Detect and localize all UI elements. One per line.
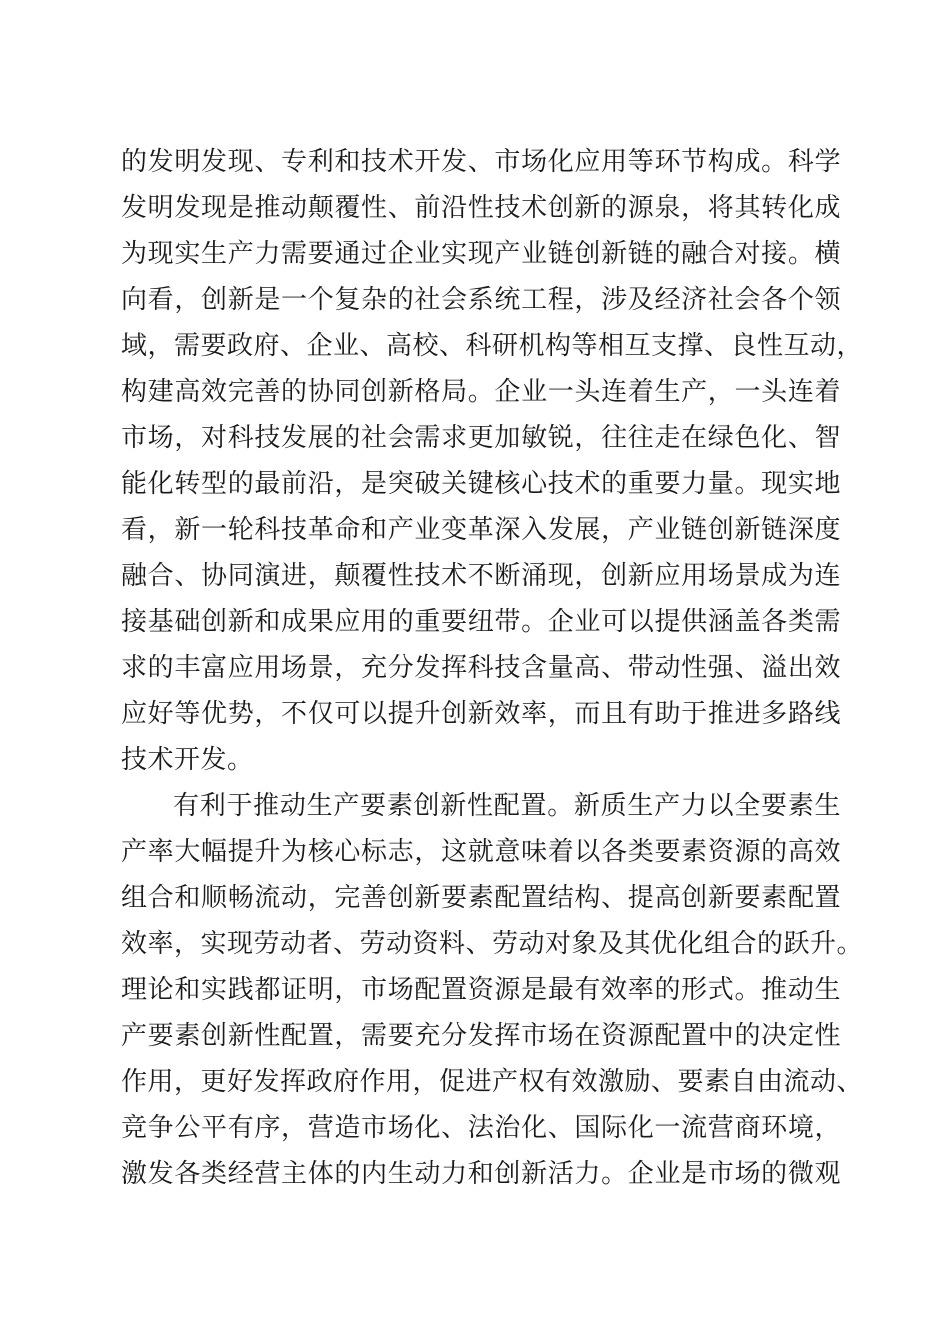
text-line: 应好等优势，不仅可以提升创新效率，而且有助于推进多路线 xyxy=(121,699,841,729)
text-line: 效率，实现劳动者、劳动资料、劳动对象及其优化组合的跃升。 xyxy=(121,929,864,959)
text-line: 产率大幅提升为核心标志，这就意味着以各类要素资源的高效 xyxy=(121,837,841,867)
text-line: 看，新一轮科技革命和产业变革深入发展，产业链创新链深度 xyxy=(121,515,841,545)
text-line: 技术开发。 xyxy=(121,745,254,775)
text-line: 构建高效完善的协同创新格局。企业一头连着生产，一头连着 xyxy=(121,377,841,407)
paragraph-2 xyxy=(121,783,864,1197)
text-line: 理论和实践都证明，市场配置资源是最有效率的形式。推动生 xyxy=(121,975,841,1005)
text-line: 能化转型的最前沿，是突破关键核心技术的重要力量。现实地 xyxy=(121,469,841,499)
text-line: 域，需要政府、企业、高校、科研机构等相互支撑、良性互动， xyxy=(121,331,864,361)
body-text xyxy=(121,139,864,1197)
text-line: 发明发现是推动颠覆性、前沿性技术创新的源泉，将其转化成 xyxy=(121,193,841,223)
text-line: 融合、协同演进，颠覆性技术不断涌现，创新应用场景成为连 xyxy=(121,561,841,591)
text-line: 市场，对科技发展的社会需求更加敏锐，往往走在绿色化、智 xyxy=(121,423,841,453)
text-line: 为现实生产力需要通过企业实现产业链创新链的融合对接。横 xyxy=(121,239,841,269)
text-line: 向看，创新是一个复杂的社会系统工程，涉及经济社会各个领 xyxy=(121,285,841,315)
text-line: 激发各类经营主体的内生动力和创新活力。企业是市场的微观 xyxy=(121,1159,841,1189)
text-line: 求的丰富应用场景，充分发挥科技含量高、带动性强、溢出效 xyxy=(121,653,841,683)
text-line: 产要素创新性配置，需要充分发挥市场在资源配置中的决定性 xyxy=(121,1021,841,1051)
text-line: 竞争公平有序，营造市场化、法治化、国际化一流营商环境， xyxy=(121,1113,841,1143)
text-line: 有利于推动生产要素创新性配置。新质生产力以全要素生 xyxy=(173,791,841,821)
text-line: 组合和顺畅流动，完善创新要素配置结构、提高创新要素配置 xyxy=(121,883,841,913)
text-line: 接基础创新和成果应用的重要纽带。企业可以提供涵盖各类需 xyxy=(121,607,841,637)
paragraph-1 xyxy=(121,139,864,783)
text-line: 作用，更好发挥政府作用，促进产权有效激励、要素自由流动、 xyxy=(121,1067,864,1097)
text-line: 的发明发现、专利和技术开发、市场化应用等环节构成。科学 xyxy=(121,147,841,177)
